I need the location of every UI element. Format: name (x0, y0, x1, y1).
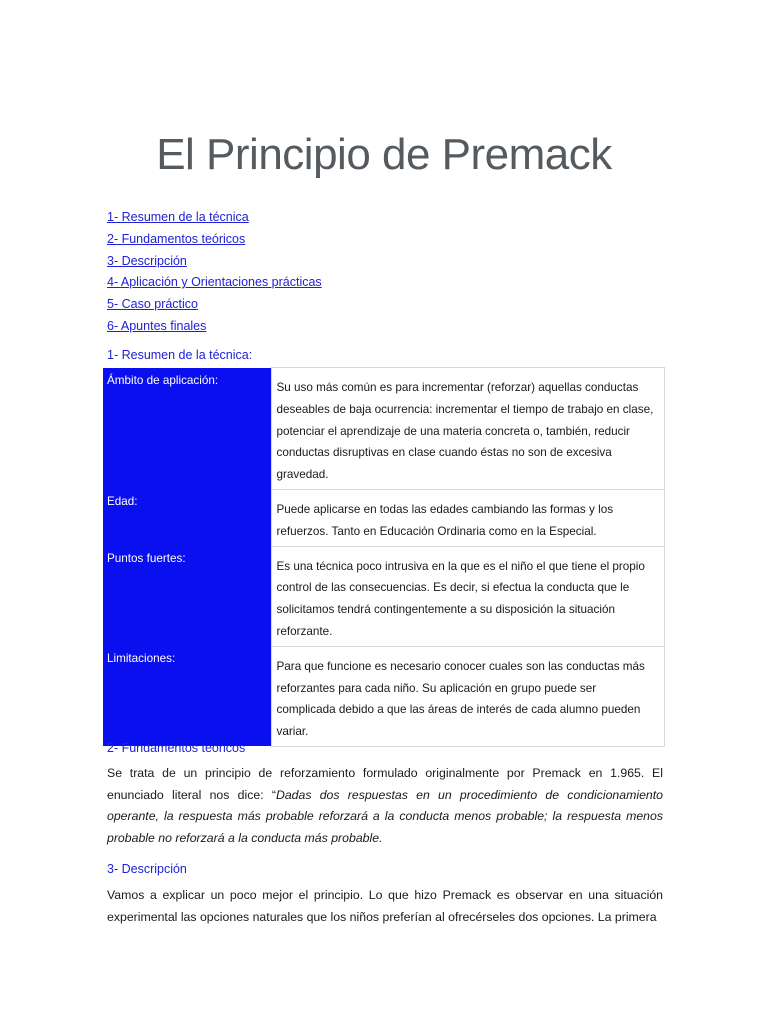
fundamentos-paragraph (107, 763, 663, 849)
toc-link-descripcion[interactable]: 3- Descripción (107, 253, 187, 268)
table-row (103, 646, 665, 746)
row-label: Limitaciones: (103, 646, 271, 746)
page-title: El Principio de Premack (156, 130, 612, 179)
row-content: Su uso más común es para incrementar (reforzar) aquellas conductas deseables de baja ocurrencia: incrementar el tiempo de trabajo en clase, potenciar el aprendizaje de una materia concreta o, también, reducir conductas disruptivas en clase cuando éstas no son de excesiva gravedad. (271, 368, 665, 490)
table-row (103, 489, 665, 546)
row-label: Edad: (103, 489, 271, 546)
toc-link-apuntes-finales[interactable]: 6- Apuntes finales (107, 318, 207, 333)
descripcion-paragraph: Vamos a explicar un poco mejor el principio. Lo que hizo Premack es observar en una situación experimental las opciones naturales que los niños preferían al ofrecérseles dos opciones. La primera (107, 888, 663, 924)
row-content: Para que funcione es necesario conocer cuales son las conductas más reforzantes para cada niño. Su aplicación en grupo puede ser complicada debido a que las áreas de interés de cada alumno pueden variar. (271, 646, 665, 746)
premack-quote: Dadas dos respuestas en un procedimiento de condicionamiento operante, la respuesta más probable reforzará a la conducta menos probable; la respuesta menos probable no reforzará a la conducta más probable. (107, 787, 664, 845)
table-row (103, 368, 665, 490)
toc-link-caso-practico[interactable]: 5- Caso práctico (107, 297, 199, 312)
toc-link-resumen[interactable]: 1- Resumen de la técnica (107, 210, 249, 224)
section-heading-resumen: 1- Resumen de la técnica: (107, 348, 253, 362)
fundamentos-lead: Se trata de un principio de reforzamiento formulado originalmente por Premack en 1.965. El enunciado literal nos dice: “ (107, 766, 663, 802)
row-content: Es una técnica poco intrusiva en la que es el niño el que tiene el propio control de las consecuencias. Es decir, si efectua la conducta que le solicitamos tendrá contingentemente a su disposición la situación reforzante. (271, 546, 665, 646)
row-content: Puede aplicarse en todas las edades cambiando las formas y los refuerzos. Tanto en Educación Ordinaria como en la Especial. (271, 489, 665, 546)
row-label: Puntos fuertes: (103, 546, 271, 646)
section-heading-fundamentos: 2- Fundamentos teóricos (107, 741, 246, 755)
section-heading-descripcion: 3- Descripción (107, 862, 187, 876)
table-row (103, 546, 665, 646)
toc-link-aplicacion[interactable]: 4- Aplicación y Orientaciones prácticas (107, 275, 322, 290)
row-label: Ámbito de aplicación: (103, 368, 271, 490)
toc-link-fundamentos[interactable]: 2- Fundamentos teóricos (107, 231, 246, 246)
summary-table (103, 367, 665, 747)
table-of-contents (107, 207, 322, 338)
